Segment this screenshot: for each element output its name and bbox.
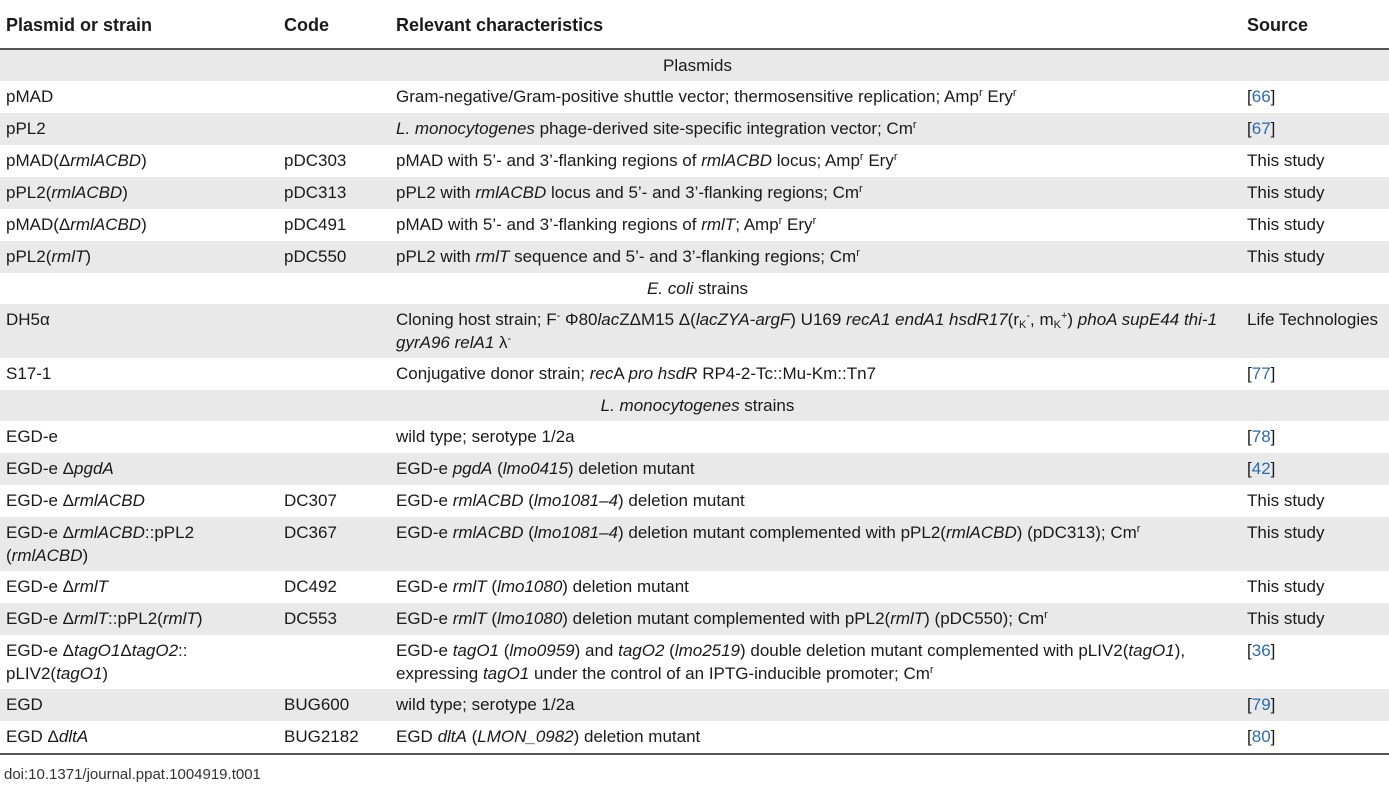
- cell-relevant-characteristics: Cloning host strain; F- Φ80lacZΔM15 Δ(lacZYA-argF) U169 recA1 endA1 $hsdR17(r_K^-$, $m_K^+$) phoA supE44 thi-1 gyrA96 relA1 λ-: [390, 304, 1241, 358]
- table-row: [0, 603, 1389, 635]
- cell-relevant-characteristics: pMAD with 5’- and 3’-flanking regions of rmlACBD locus; Amp$^r$ Ery$^r$: [390, 145, 1241, 177]
- section-row-ecoli: [0, 273, 1389, 304]
- table-row: [0, 177, 1389, 209]
- section-row-lmono: [0, 390, 1389, 421]
- cell-relevant-characteristics: Conjugative donor strain; recA pro hsdR RP4-2-Tc::Mu-Km::Tn7: [390, 358, 1241, 390]
- cell-plasmid-or-strain: pMAD(ΔrmlACBD): [0, 209, 278, 241]
- cell-source: This study: [1241, 485, 1389, 517]
- cell-plasmid-or-strain: pPL2(rmlT): [0, 241, 278, 273]
- citation-link[interactable]: 80: [1251, 727, 1271, 746]
- cell-code: DC492: [278, 571, 390, 603]
- cell-plasmid-or-strain: EGD-e ΔtagO1ΔtagO2:: pLIV2(tagO1): [0, 635, 278, 689]
- cell-plasmid-or-strain: EGD-e ΔrmlACBD::pPL2 (rmlACBD): [0, 517, 278, 571]
- table-row: [0, 485, 1389, 517]
- table-row: [0, 721, 1389, 754]
- table-row: [0, 689, 1389, 721]
- cell-plasmid-or-strain: EGD-e ΔpgdA: [0, 453, 278, 485]
- cell-plasmid-or-strain: EGD ΔdltA: [0, 721, 278, 754]
- cell-source: This study: [1241, 571, 1389, 603]
- cell-relevant-characteristics: EGD dltA (LMON_0982) deletion mutant: [390, 721, 1241, 754]
- cell-code: pDC303: [278, 145, 390, 177]
- cell-relevant-characteristics: wild type; serotype 1/2a: [390, 689, 1241, 721]
- cell-source: This study: [1241, 517, 1389, 571]
- cell-relevant-characteristics: EGD-e rmlT (lmo1080) deletion mutant: [390, 571, 1241, 603]
- cell-relevant-characteristics: wild type; serotype 1/2a: [390, 421, 1241, 453]
- table-row: [0, 421, 1389, 453]
- cell-code: [278, 81, 390, 113]
- cell-plasmid-or-strain: pPL2(rmlACBD): [0, 177, 278, 209]
- cell-source: [80]: [1241, 721, 1389, 754]
- cell-plasmid-or-strain: EGD-e ΔrmlT: [0, 571, 278, 603]
- cell-code: [278, 304, 390, 358]
- table-row: [0, 635, 1389, 689]
- table-row: [0, 453, 1389, 485]
- cell-plasmid-or-strain: EGD-e ΔrmlACBD: [0, 485, 278, 517]
- cell-code: pDC313: [278, 177, 390, 209]
- citation-link[interactable]: 77: [1251, 364, 1271, 383]
- cell-code: [278, 421, 390, 453]
- table-row: [0, 241, 1389, 273]
- cell-source: [42]: [1241, 453, 1389, 485]
- cell-code: [278, 358, 390, 390]
- cell-code: BUG2182: [278, 721, 390, 754]
- cell-code: pDC550: [278, 241, 390, 273]
- header-code: Code: [278, 0, 390, 49]
- table-row: [0, 304, 1389, 358]
- cell-relevant-characteristics: pMAD with 5’- and 3’-flanking regions of rmlT; Amp$^r$ Ery$^r$: [390, 209, 1241, 241]
- cell-source: This study: [1241, 177, 1389, 209]
- cell-relevant-characteristics: Gram-negative/Gram-positive shuttle vector; thermosensitive replication; Amp$^r$ Ery$^r$: [390, 81, 1241, 113]
- doi-caption: doi:10.1371/journal.ppat.1004919.t001: [4, 766, 261, 783]
- cell-source: [77]: [1241, 358, 1389, 390]
- cell-source: [78]: [1241, 421, 1389, 453]
- cell-relevant-characteristics: EGD-e tagO1 (lmo0959) and tagO2 (lmo2519) double deletion mutant complemented with pLIV2(tagO1), expressing tagO1 under the control of an IPTG-inducible promoter; Cm$^r$: [390, 635, 1241, 689]
- cell-plasmid-or-strain: EGD: [0, 689, 278, 721]
- cell-source: [66]: [1241, 81, 1389, 113]
- section-label-lmono: L. monocytogenes strains: [0, 390, 1389, 421]
- section-label-plasmids: Plasmids: [0, 49, 1389, 81]
- table-row: [0, 113, 1389, 145]
- cell-code: DC553: [278, 603, 390, 635]
- citation-link[interactable]: 42: [1251, 459, 1271, 478]
- table-row: [0, 81, 1389, 113]
- cell-code: [278, 113, 390, 145]
- table-row: [0, 517, 1389, 571]
- cell-relevant-characteristics: EGD-e rmlACBD (lmo1081–4) deletion mutant: [390, 485, 1241, 517]
- header-relevant-characteristics: Relevant characteristics: [390, 0, 1241, 49]
- citation-link[interactable]: 79: [1251, 695, 1271, 714]
- cell-source: This study: [1241, 603, 1389, 635]
- cell-code: BUG600: [278, 689, 390, 721]
- cell-plasmid-or-strain: EGD-e ΔrmlT::pPL2(rmlT): [0, 603, 278, 635]
- table-row: [0, 571, 1389, 603]
- cell-relevant-characteristics: EGD-e rmlACBD (lmo1081–4) deletion mutant complemented with pPL2(rmlACBD) (pDC313); Cm$^r$: [390, 517, 1241, 571]
- cell-plasmid-or-strain: pMAD: [0, 81, 278, 113]
- cell-relevant-characteristics: EGD-e rmlT (lmo1080) deletion mutant complemented with pPL2(rmlT) (pDC550); Cm$^r$: [390, 603, 1241, 635]
- cell-code: [278, 453, 390, 485]
- cell-code: DC307: [278, 485, 390, 517]
- cell-plasmid-or-strain: pMAD(ΔrmlACBD): [0, 145, 278, 177]
- header-source: Source: [1241, 0, 1389, 49]
- cell-source: [79]: [1241, 689, 1389, 721]
- section-label-ecoli: E. coli strains: [0, 273, 1389, 304]
- cell-plasmid-or-strain: S17-1: [0, 358, 278, 390]
- section-row-plasmids: [0, 49, 1389, 81]
- table-row: [0, 145, 1389, 177]
- citation-link[interactable]: 78: [1251, 427, 1271, 446]
- cell-source: [36]: [1241, 635, 1389, 689]
- citation-link[interactable]: 36: [1251, 641, 1271, 660]
- cell-relevant-characteristics: L. monocytogenes phage-derived site-specific integration vector; Cm$^r$: [390, 113, 1241, 145]
- table-row: [0, 209, 1389, 241]
- cell-source: This study: [1241, 209, 1389, 241]
- cell-relevant-characteristics: EGD-e pgdA (lmo0415) deletion mutant: [390, 453, 1241, 485]
- cell-code: [278, 635, 390, 689]
- cell-plasmid-or-strain: pPL2: [0, 113, 278, 145]
- table-row: [0, 358, 1389, 390]
- cell-relevant-characteristics: pPL2 with rmlACBD locus and 5’- and 3’-flanking regions; Cm$^r$: [390, 177, 1241, 209]
- header-plasmid-or-strain: Plasmid or strain: [0, 0, 278, 49]
- cell-relevant-characteristics: pPL2 with rmlT sequence and 5’- and 3’-flanking regions; Cm$^r$: [390, 241, 1241, 273]
- cell-source: This study: [1241, 241, 1389, 273]
- cell-source: This study: [1241, 145, 1389, 177]
- cell-source: Life Technologies: [1241, 304, 1389, 358]
- cell-plasmid-or-strain: DH5α: [0, 304, 278, 358]
- cell-source: [67]: [1241, 113, 1389, 145]
- cell-plasmid-or-strain: EGD-e: [0, 421, 278, 453]
- cell-code: DC367: [278, 517, 390, 571]
- citation-link[interactable]: 66: [1251, 87, 1271, 106]
- citation-link[interactable]: 67: [1251, 119, 1271, 138]
- cell-code: pDC491: [278, 209, 390, 241]
- header-row: [0, 0, 1389, 49]
